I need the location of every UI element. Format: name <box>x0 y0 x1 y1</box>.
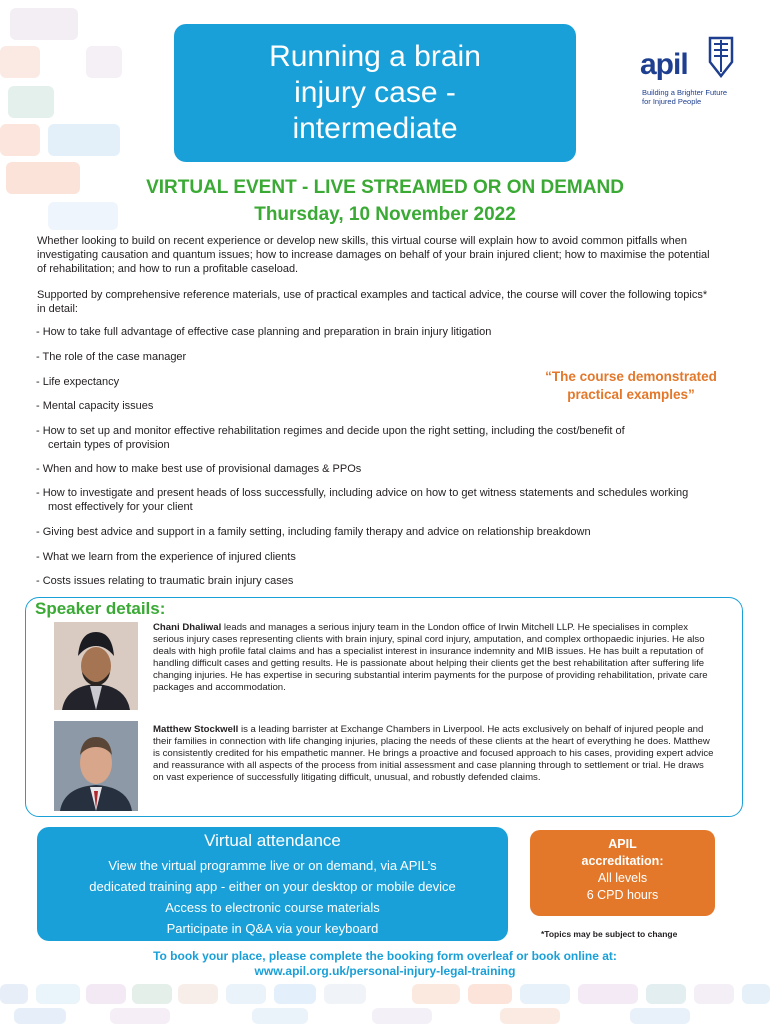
booking-link[interactable]: www.apil.org.uk/personal-injury-legal-training <box>254 964 516 978</box>
decorative-tile <box>178 984 218 1004</box>
decorative-tile <box>468 984 512 1004</box>
speaker-bio <box>153 724 715 784</box>
apil-logo <box>640 36 740 112</box>
virtual-attendance-box <box>37 827 508 941</box>
topics-note: *Topics may be subject to change <box>541 929 678 939</box>
intro-paragraph: Supported by comprehensive reference materials, use of practical examples and tactical advice, the course will cover the following topics* in detail: <box>37 289 708 315</box>
topic-item: - How to set up and monitor effective rehabilitation regimes and decide upon the right setting, including the cost/benefit of certain types of provision <box>36 425 625 451</box>
booking-instructions: To book your place, please complete the booking form overleaf or book online at: <box>153 949 617 963</box>
accreditation-label: accreditation: <box>581 854 664 868</box>
decorative-tile <box>252 1008 308 1024</box>
decorative-tile <box>412 984 460 1004</box>
shield-icon <box>708 36 734 78</box>
decorative-tile <box>0 984 28 1004</box>
decorative-tile <box>0 46 40 78</box>
speaker-bio-text: is a leading barrister at Exchange Chambers in Liverpool. He acts exclusively on behalf of injured people and their families in connection with life changing injuries, placing the needs of these clients at the heart of everything he does. Matthew is consistently credited for his empathetic manner. He brings a proactive and focused approach to his cases, providing expert advice and reassurance with all aspects of the process from initial assessment and case planning through to settlement or trial. He draws on vast experience of successfully litigating difficult, unusual, and robustly defended claims. <box>153 724 714 783</box>
accreditation-hours: 6 CPD hours <box>586 888 659 902</box>
decorative-tile <box>48 124 120 156</box>
title-line: Running a brain <box>269 40 481 73</box>
virtual-attendance-line: dedicated training app - either on your desktop or mobile device <box>89 879 456 894</box>
portrait-image <box>54 721 138 811</box>
decorative-tile <box>694 984 734 1004</box>
topic-item: - What we learn from the experience of injured clients <box>36 551 296 563</box>
topic-item: - The role of the case manager <box>36 351 187 363</box>
speaker-name: Chani Dhaliwal <box>153 622 222 633</box>
speaker-bio <box>153 622 715 693</box>
decorative-tile <box>14 1008 66 1024</box>
decorative-tile <box>0 124 40 156</box>
event-date: Thursday, 10 November 2022 <box>254 204 516 225</box>
speaker-bio-text: leads and manages a serious injury team in the London office of Irwin Mitchell LLP. He specialises in complex serious injury cases representing clients with brain injury, spinal cord injury, amputation, and complex orthopaedic injuries. He also deals with high profile fatal claims and has a specialist interest in insurance indemnity and MIB issues. He has built a reputation of handling difficult cases and getting results. He is passionate about helping their clients get the best rehabilitation after suffering life changing injuries. He has expertise in securing substantial interim payments for the purpose of providing rehabilitation, private care packages and accommodation. <box>153 622 708 693</box>
title-line: intermediate <box>292 112 458 145</box>
decorative-tile <box>578 984 638 1004</box>
topic-item: - When and how to make best use of provisional damages & PPOs <box>36 463 362 475</box>
virtual-attendance-title: Virtual attendance <box>204 831 341 850</box>
decorative-tile <box>226 984 266 1004</box>
virtual-attendance-line: View the virtual programme live or on demand, via APIL’s <box>108 858 437 873</box>
decorative-tile <box>274 984 316 1004</box>
decorative-tile <box>86 46 122 78</box>
speaker-photo <box>54 721 138 811</box>
decorative-tile <box>86 984 126 1004</box>
decorative-tile <box>110 1008 170 1024</box>
accreditation-box <box>530 830 715 916</box>
testimonial-quote: “The course demonstrated practical examples” <box>545 369 717 402</box>
speaker-heading: Speaker details: <box>35 599 166 618</box>
decorative-tile <box>10 8 78 40</box>
decorative-tile <box>132 984 172 1004</box>
topic-item: - Life expectancy <box>36 376 120 388</box>
topic-item: - Mental capacity issues <box>36 400 154 412</box>
logo-tagline: Building a Brighter Future for Injured People <box>642 88 728 106</box>
title-line: injury case - <box>294 76 456 109</box>
topic-item: - Giving best advice and support in a family setting, including family therapy and advice on relationship breakdown <box>36 526 591 538</box>
virtual-attendance-line: Participate in Q&A via your keyboard <box>166 921 379 936</box>
decorative-tile <box>372 1008 432 1024</box>
topic-item: - How to take full advantage of effective case planning and preparation in brain injury litigation <box>36 326 492 338</box>
virtual-attendance-line: Access to electronic course materials <box>165 900 380 915</box>
topic-item: - Costs issues relating to traumatic brain injury cases <box>36 575 294 587</box>
decorative-tile <box>324 984 366 1004</box>
decorative-tile <box>630 1008 690 1024</box>
accreditation-label: APIL <box>608 837 637 851</box>
speaker-name: Matthew Stockwell <box>153 724 239 735</box>
topic-item: - How to investigate and present heads of loss successfully, including advice on how to get witness statements and schedules working most effectively for your client <box>36 487 689 513</box>
decorative-tile <box>646 984 686 1004</box>
decorative-tile <box>36 984 80 1004</box>
event-type: VIRTUAL EVENT - LIVE STREAMED OR ON DEMAND <box>146 177 624 198</box>
decorative-tile <box>8 86 54 118</box>
title-banner <box>174 24 576 162</box>
decorative-tile <box>520 984 570 1004</box>
portrait-image <box>54 622 138 710</box>
speaker-photo <box>54 622 138 710</box>
decorative-tile <box>500 1008 560 1024</box>
logo-wordmark: apil <box>640 48 688 81</box>
accreditation-levels: All levels <box>597 871 648 885</box>
intro-paragraph: Whether looking to build on recent experience or develop new skills, this virtual course will explain how to avoid common pitfalls when investigating causation and quantum issues; how to increase damages on behalf of your brain injured client; how to maximise the potential of rehabilitation; and how to run a profitable caseload. <box>37 235 710 275</box>
decorative-tile <box>742 984 770 1004</box>
